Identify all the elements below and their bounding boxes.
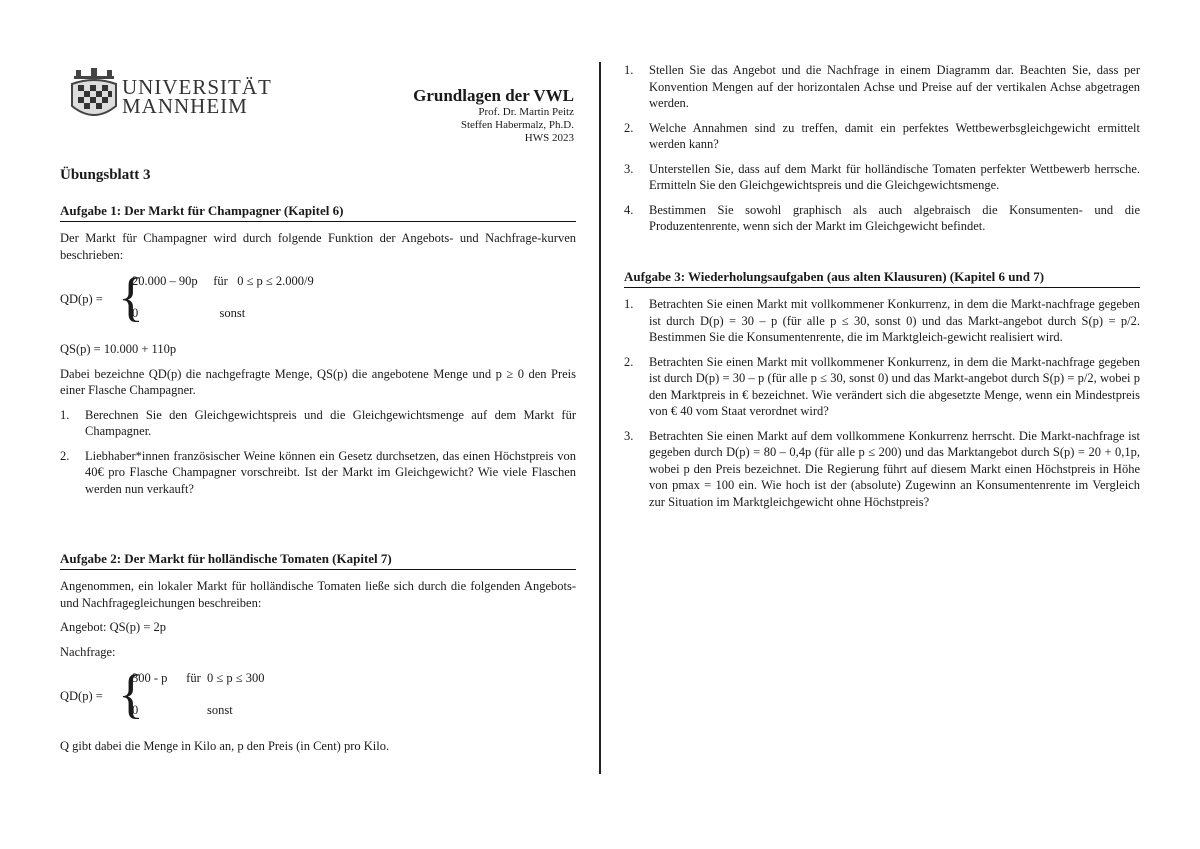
supply-function-2: Angebot: QS(p) = 2p (60, 620, 166, 635)
logo-line-2: MANNHEIM (122, 94, 248, 118)
demand-lhs: QD(p) = (60, 292, 103, 307)
aufgabe-2 (60, 550, 576, 763)
units-note: Q gibt dabei die Menge in Kilo an, p den Preis (in Cent) pro Kilo. (60, 739, 390, 754)
aufgabe-3-list (624, 296, 1140, 510)
list-item: 3. Unterstellen Sie, dass auf dem Markt für holländische Tomaten perfekter Wettbewerb herrsche. Ermitteln Sie den Gleichgewichtspreis und die Gleichgewichtsmenge. (624, 161, 1140, 192)
assistant-name: Steffen Habermalz, Ph.D. (460, 119, 574, 131)
aufgabe-2-title: Aufgabe 2: Der Markt für holländische Tomaten (Kapitel 7) (60, 550, 576, 570)
aufgabe-1-intro: Der Markt für Champagner wird durch folgende Funktion der Angebots- und Nachfrage-kurven beschrieben: (60, 231, 576, 262)
brace-icon: { (118, 664, 144, 725)
demand-function-1 (60, 267, 576, 331)
aufgabe-3 (624, 268, 1140, 518)
demand-lhs: QD(p) = (60, 689, 103, 704)
list-item: 1. Stellen Sie das Angebot und die Nachfrage in einem Diagramm dar. Beachten Sie, dass per Konvention Mengen auf der horizontalen Achse und Preise auf der vertikalen Achse abgetragen werden. (624, 63, 1140, 110)
aufgabe-1-list (60, 407, 576, 498)
demand-label: Nachfrage: (60, 644, 116, 659)
aufgabe-1-title: Aufgabe 1: Der Markt für Champagner (Kapitel 6) (60, 202, 576, 222)
brace-icon: { (118, 267, 144, 328)
list-item: 1. Betrachten Sie einen Markt mit vollkommener Konkurrenz, in dem die Markt-nachfrage gegeben ist durch D(p) = 30 – p (für alle p ≤ 30, sonst 0) und das Markt-angebot durch S(p) = p/2. Bestimmen Sie die Konsumentenrente, die im Marktgleich-gewicht realisiert wird. (624, 297, 1140, 345)
sheet-title: Übungsblatt 3 (60, 167, 151, 183)
supply-function-1: QS(p) = 10.000 + 110p (60, 342, 177, 357)
aufgabe-1-definition: Dabei bezeichne QD(p) die nachgefragte Menge, QS(p) die angebotene Menge und p ≥ 0 den Preis einer Flasche Champagner. (60, 366, 576, 398)
university-logo (66, 66, 286, 126)
aufgabe-2-questions (624, 62, 1140, 243)
demand-case-2: 0 sonst (132, 703, 233, 718)
list-item: 2. Welche Annahmen sind zu treffen, damit ein perfektes Wettbewerbsgleichgewicht ermittelt werden kann? (624, 120, 1140, 151)
list-item: 3. Betrachten Sie einen Markt auf dem vollkommene Konkurrenz herrscht. Die Markt-nachfrage ist gegeben durch D(p) = 80 – 0,4p (für alle p ≤ 200) und das Marktangebot durch S(p) = 20 + 0,1p, wobei p den Preis bezeichnet. Die Regierung führt auf diesem Markt einen Höchstpreis in Höhe von pmax = 100 ein. Wie hoch ist der (absolute) Zugewinn an Konsumentenrente im Vergleich zur Situation im Marktgleichgewicht ohne Höchstpreis? (624, 428, 1140, 509)
column-divider (599, 62, 601, 774)
castle-crest-icon (66, 66, 122, 124)
course-header (413, 86, 574, 145)
course-title: Grundlagen der VWL (413, 86, 574, 105)
list-item: 1. Berechnen Sie den Gleichgewichtspreis und die Gleichgewichtsmenge auf dem Markt für Champagner. (60, 407, 576, 439)
demand-case-1: 20.000 – 90p für 0 ≤ p ≤ 2.000/9 (132, 274, 314, 289)
logo-line-1: UNIVERSITÄT (122, 75, 272, 99)
aufgabe-3-title: Aufgabe 3: Wiederholungsaufgaben (aus alten Klausuren) (Kapitel 6 und 7) (624, 268, 1140, 288)
professor-name: Prof. Dr. Martin Peitz (478, 106, 574, 118)
list-item: 2. Liebhaber*innen französischer Weine können ein Gesetz durchsetzen, das einen Höchstpreis von 40€ pro Flasche Champagner vorschreibt. Ist der Markt im Gleichgewicht? Wie viele Flaschen werden nun verkauft? (60, 448, 576, 496)
demand-case-2: 0 sonst (132, 306, 246, 321)
aufgabe-2-intro: Angenommen, ein lokaler Markt für holländische Tomaten ließe sich durch die folgenden Angebots- und Nachfragegleichungen beschreiben: (60, 579, 576, 610)
demand-function-2 (60, 664, 576, 728)
aufgabe-1 (60, 202, 576, 505)
aufgabe-2-list (624, 62, 1140, 235)
demand-case-1: 300 - p für 0 ≤ p ≤ 300 (132, 671, 265, 686)
list-item: 2. Betrachten Sie einen Markt mit vollkommener Konkurrenz, in dem die Markt-nachfrage gegeben ist durch D(p) = 30 – p (für alle p ≤ 30, sonst 0) und das Markt-angebot durch S(p) = p/2, wobei p den Marktpreis in € bezeichnet. Wie verändert sich die abgesetzte Menge, wenn ein Mindestpreis von € 40 vom Staat verordnet wird? (624, 354, 1140, 419)
list-item: 4. Bestimmen Sie sowohl graphisch als auch algebraisch die Konsumenten- und die Produzentenrente, wenn sich der Markt im Gleichgewicht befindet. (624, 202, 1140, 233)
term: HWS 2023 (524, 132, 574, 144)
